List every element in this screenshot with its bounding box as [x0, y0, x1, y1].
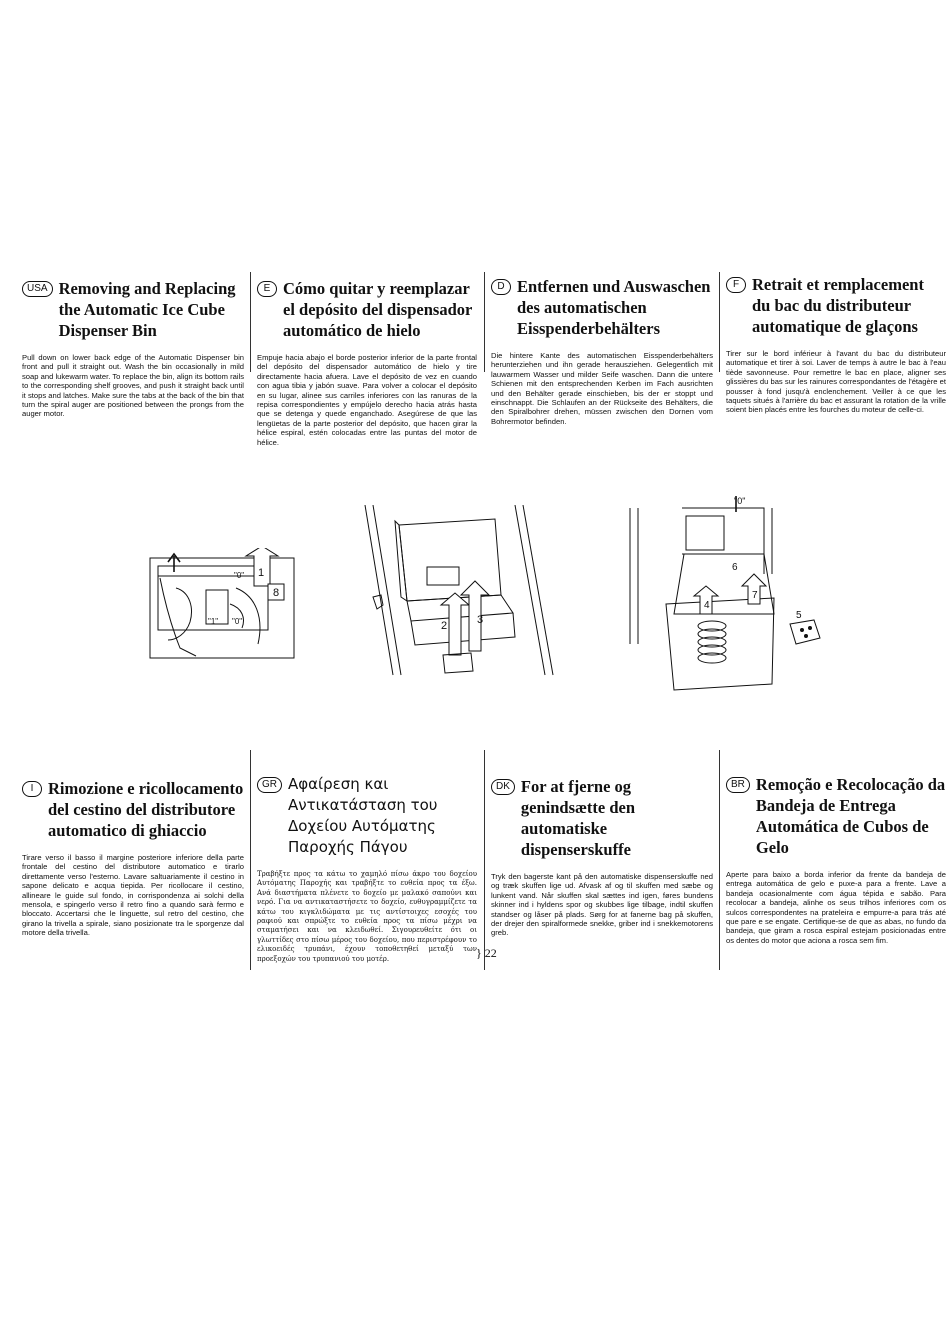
hand-right [236, 588, 260, 644]
section-body: Pull down on lower back edge of the Automatic Dispenser bin front and pull it straight out. Wash the bin occasionally in mild soap and lukewarm water. To replace the bin, align its bottom rails to the corresponding shelf grooves, and push it straight back until it stops and latches. Make sure the tabs at the back of the bin that turn the spiral auger are positioned between the prongs from the auger motor. [22, 353, 244, 419]
section-title: Rimozione e ricollocamento del cestino del distributore automatico di ghiaccio [48, 779, 244, 840]
figure-label: "0" [734, 496, 746, 506]
ice-maker [399, 519, 501, 601]
section-usa [22, 278, 244, 419]
section-gr [257, 774, 477, 964]
section-title: Retrait et remplacement du bac du distributeur automatique de glaçons [752, 275, 924, 336]
dispenser-bin [666, 598, 774, 690]
figure-label: 7 [752, 590, 758, 601]
page-number-value: 22 [484, 946, 497, 960]
figure-middle [355, 505, 555, 685]
column-divider [719, 750, 720, 970]
language-badge: E [257, 281, 277, 297]
language-badge: DK [491, 779, 515, 795]
section-body: Τραβήξτε προς τα κάτω το χαμηλό πίσω άκρο του δοχείου Αυτόματης Παροχής και τραβήξτε το ευθεία προς τα έξω. Ανά διαστήματα πλένετε το δοχείο με μαλακό σαπούνι και νερό. Για να αντικαταστήσετε το δοχείο, ευθυγραμμίζετε τα κάτω του κιγκλιδώματα με τις αντίστοιχες εσοχές του ραφιού και σπρώξτε το ευθεία προς τα πίσω μέχρι να σταματήσει και να κλειδωθεί. Σιγουρευθείτε ότι οι γλωττίδες στο πίσω μέρος του δοχείου, που περιστρέφουν το ελικοειδές τρυπάνι, έχουν τοποθετηθεί μεταξύ των προεξοχών του τρυπανιού του μοτέρ. [257, 870, 477, 963]
section-i [22, 778, 244, 938]
figure-label: "0" [232, 617, 243, 626]
figure-label: 1 [258, 567, 265, 579]
column-divider [250, 750, 251, 970]
section-title: Αφαίρεση και Αντικατάσταση του Δοχείου Αυτόματης Παροχής Πάγου [288, 775, 438, 856]
figure-label: "0" [234, 571, 245, 580]
section-title: Cómo quitar y reemplazar el depósito del dispensador automático de hielo [283, 279, 473, 340]
section-body: Empuje hacia abajo el borde posterior inferior de la parte frontal del depósito del dispensador automático de hielo y tire directamente hacia afuera. Lave el depósito de vez en cuando con agua tibia y jabón suave. Para volver a colocar el depósito en su lugar, alinee sus carriles inferiores con las ranuras de la repisa correspondientes y empújelo derecho hacia atrás hasta que se detenga y quede enganchado. Asegúrese de que las lengüetas de la parte posterior del depósito, que hacen girar la hélice espiral, estén colocadas entre las puntas del motor de hélice. [257, 353, 477, 447]
column-divider [484, 750, 485, 970]
figure-label: 2 [441, 620, 448, 632]
language-badge: GR [257, 777, 282, 793]
figure-label: 8 [273, 587, 280, 599]
figure-left [146, 548, 298, 662]
figure-label: 3 [477, 614, 484, 626]
section-body: Tryk den bagerste kant på den automatiske dispenserskuffe ned og træk skuffen lige ud. Afvask af og til skuffen med sæbe og lunkent vand. Når skuffen skal sættes ind igen, føres bundens skinner ind i hyldens spor og skubbes lige tilbage, indtil skuffen standser og låser på plads. Sørg for at fanerne bag på skuffen, der drejer den spiralformede snekke, griber ind i snekkemotorens greb. [491, 872, 713, 938]
figure-label: "1" [208, 617, 219, 626]
section-d [491, 276, 713, 426]
hand-left [160, 578, 196, 656]
column-divider [484, 272, 485, 372]
language-badge: F [726, 277, 746, 293]
language-badge: BR [726, 777, 750, 793]
section-dk [491, 776, 713, 938]
section-br [726, 774, 946, 945]
figure-label: 4 [704, 600, 710, 611]
section-title: For at fjerne og genindsætte den automatiske dispenserskuffe [520, 777, 636, 859]
section-title: Removing and Replacing the Automatic Ice Cube Dispenser Bin [58, 279, 236, 340]
section-e [257, 278, 477, 447]
section-body: Aperte para baixo a borda inferior da frente da bandeja de entrega automática de gelo e puxe-a para a frente. Lave a bandeja ocasionalmente com água tépida e sabão. Para recolocar a bandeja, alinhe os seus trilhos inferiores com os sulcos correspondentes na prateleira e empurre-a para trás até que pare e se engate. Certifique-se de que as abas, no fundo da bandeja, que giram a rosca espiral estejam posicionadas entre os dentes do motor que aciona a rosca sem fim. [726, 870, 946, 945]
section-body: Tirer sur le bord inférieur à l'avant du bac du distributeur automatique et tirer à soi. Laver de temps à autre le bac à l'eau tiède savonneuse. Pour remettre le bac en place, aligner ses glissières du bas sur les rainures correspondantes de l'étagère et pousser à fond jusqu'à enclenchement. Veiller à ce que les taquets situés à l'arrière du bac et assurant la rotation de la vrille soient bien placés entre les fourches du moteur de celle-ci. [726, 349, 946, 415]
language-badge: I [22, 781, 42, 797]
arrow-up-icon [168, 554, 180, 572]
column-divider [719, 272, 720, 372]
column-divider [250, 272, 251, 372]
section-body: Tirare verso il basso il margine posteriore inferiore della parte frontale del cestino del distributore automatico e tirarlo direttamente verso l'esterno. Lavare saltuariamente il cestino in sapone delicato e acqua tiepida. Per ricollocare il cestino, allineare le guide sul fondo, in corrispondenza ai solchi della mensola, e spingerlo verso il retro fino a quando sarà fermo e bloccato. Accertarsi che le linguette, sul retro del cestino, che girano la trivella a spirale, siano posizionate tra le sporgenze dal motore della trivella. [22, 853, 244, 938]
back-panel [682, 508, 764, 554]
figure-label: 5 [796, 610, 802, 621]
language-badge: D [491, 279, 511, 295]
figure-label: 6 [732, 562, 738, 573]
ice-cube-icon [790, 620, 820, 644]
section-title: Entfernen und Auswaschen des automatischen Eisspenderbehälters [517, 277, 711, 338]
section-f [726, 274, 946, 415]
section-body: Die hintere Kante des automatischen Eisspenderbehälters herunterziehen und ihn gerade herausziehen. Gelegentlich mit lauwarmem Wasser und milder Seife waschen. Dann die untere Schienen mit den entsprechenden Kerben im Fach ausrichten und den Behälter gerade einschieben, bis der er stoppt und einschnappt. Die Schlaufen an der Rückseite des Behälters, die den Spiralbohrer drehen, müssen zwischen den Dornen vom Bohrermotor befinden. [491, 351, 713, 426]
section-title: Remoção e Recolocação da Bandeja de Entrega Automática de Cubos de Gelo [755, 775, 946, 857]
refrigerator-compartment [150, 558, 294, 658]
figure-right [624, 494, 834, 700]
page-number: } 22 [476, 946, 497, 960]
language-badge: USA [22, 281, 53, 297]
